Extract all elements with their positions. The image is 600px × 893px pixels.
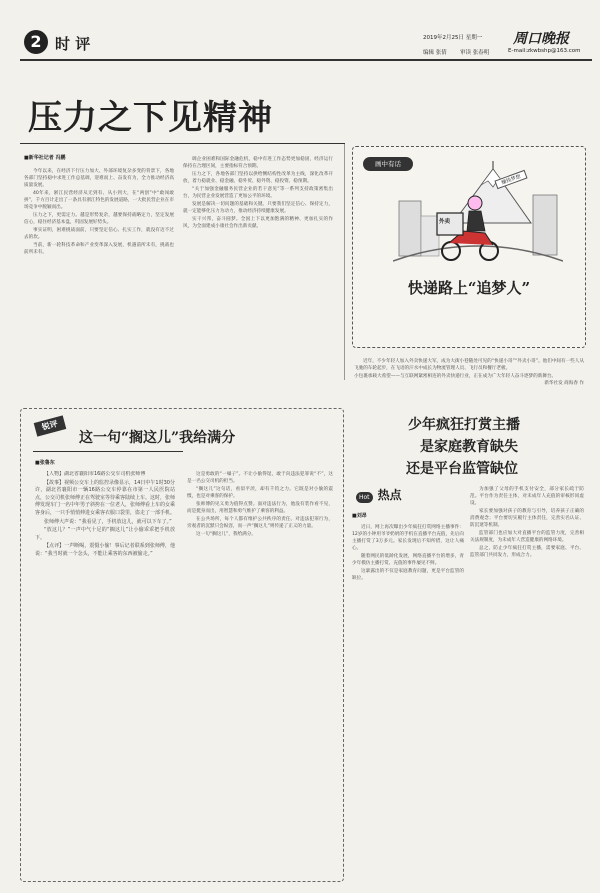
article-two-col2: 这是勇敢的“一嗓子”。不让小偷得逞，敢于向违法犯罪说“不”，这是一名公交司机的担当。 “搁这儿”这句话，看似平淡，却有千钧之力。它既是对小偷的震慑，也是对乘客的保护。 张师傅的见义勇为值得点赞。面对违法行为，他没有装作看不见，而是挺身而出，用智慧和勇气维护了乘客的利益。 在公共场所，每个人都有维护公共秩序的责任。对违法犯罪行为，旁观者的沉默只会纵容，而一声“搁这儿”则传递了正义的力量。 这一句“搁这儿”，我给满分。	[187, 472, 333, 537]
column-divider	[344, 144, 345, 380]
article-three-byline: ■刘昂	[352, 513, 367, 519]
cartoon-credit: 新华社发 商海春 作	[544, 381, 584, 386]
header-rule	[20, 59, 592, 61]
section-name: 时 评	[55, 35, 91, 53]
article-three-title-3: 还是平台监管缺位	[406, 461, 518, 477]
cartoon-body: 近年，不少年轻人加入外卖快递大军，成为大街小巷随处可见的“快递小哥”“外卖小哥”。他们中间有一些人从飞驰的车轮起步，在飞语的汗水中成长为物流管理人员、飞行员和餐厅老板。 小包裹承载大希望——与互联网紧密相连的外卖快递行业，正在成为广大年轻人奋斗逐梦的新舞台。 新华社发 商海春 作	[354, 359, 584, 386]
article-two-col1: 【人物】湖北省襄阳市16路公交车司机张师傅 【故事】视频公交车上的监控录像显示，14日中午1时30分许，湖北省襄阳市一辆16路公交车停靠在市第一人民医院站点，公交司机张师傅正在驾驶室等待乘客陆续上车。这时，张师傅发现车门一名中年男子斜挎在一位老人，张师傅看上车的女乘客身后，一只手悄悄伸进女乘客衣服口袋里，盗走了一部手机。 张师傅大声说：“我看见了，手机放这儿，就可以下车了。” “放这儿？”一声中气十足的“搁这儿”让小偷乖乖把手机放下。 【点评】一声断喝，震慑小偷！事后记者联系到张师傅，他说：“我当时就一个念头，不能让乘客的东西被偷走。”	[35, 471, 175, 557]
header-date: 2019年2月25日 星期一	[423, 35, 483, 41]
article-three-title-2: 是家庭教育缺失	[420, 439, 518, 455]
article-three-title-1: 少年疯狂打赏主播	[408, 417, 520, 433]
article-two-box	[20, 408, 344, 882]
page-header	[0, 0, 600, 78]
hot-badge-label: 热点	[377, 488, 402, 502]
header-editor: 编辑 张倩	[423, 50, 447, 56]
article-two-byline: ■张鲁东	[35, 460, 55, 466]
main-headline: 压力之下见精神	[28, 98, 273, 138]
cartoon-sign-text: 赚钱梦想	[494, 170, 527, 189]
cartoon-illustration	[393, 161, 563, 269]
main-article-col2: 调企业困难和国际金融危机，稳中有进工作态势更加稳固，经济运行保持在合理区间，主要指标符合预期。 压力之下，各地各部门坚持以供给侧结构性改革为主线，深化改革开放，着力稳就业、稳金融、稳外贸、稳外资、稳投资、稳预期。 “关于加强金融服务民营企业的若干意见”等一系列支持政策密集出台，为民营企业发展营造了更加公平的环境。 发展是解决一切问题的基础和关键。只要我们坚定信心、保持定力，就一定能够化压力为动力，推动经济持续健康发展。 实干兴邦，奋斗圆梦。全国上下以更加饱满的精神、更加扎实的作风，为全面建成小康社会作出新贡献。	[183, 157, 333, 229]
headline-rule	[20, 143, 345, 144]
main-article-col1: 今年以来，在经济下行压力加大、外部环境复杂多变的背景下，各地各部门坚持稳中求进工作总基调，迎难而上、奋发有为，全力推动经济高质量发展。 40年来，浙江民营经济从无到有、从小到大，在“两创”中“敢闯敢拼”，千方百计走出了一条具有浙江特色的发展道路，一大批民营企业在市场竞争中脱颖而出。 压力之下，更需定力。越是形势复杂，越要保持战略定力，坚定发展信心，稳住经济基本盘，巩固发展好势头。 事实证明，困难挑战面前，只要坚定信心、扎实工作，就没有迈不过去的坎。 当前，新一轮科技革命和产业变革深入发展，机遇前所未有，挑战也前所未有。	[24, 169, 174, 255]
header-email: E-mail:zkwbshp@163.com	[508, 48, 581, 54]
article-two-tag: 锐评	[34, 415, 67, 436]
hot-badge	[356, 484, 416, 502]
article-three-col2: 为加强了父母的手机支付安全，部分家长疏于防范。平台作为责任主体，对未成年人充值的审核形同虚设。 家长要加强对孩子的教育与引导，培养孩子正确的消费观念；平台要切实履行主体责任，完善实名认证、防沉迷等机制。 监管部门也应加大对直播平台的监管力度，完善相关法规制度，为未成年人营造健康的网络环境。 总之，防止少年疯狂打赏主播，需要家庭、平台、监管部门共同发力，形成合力。	[470, 487, 584, 558]
page-number-badge: 2	[24, 30, 48, 54]
article-two-rule	[33, 451, 183, 452]
cartoon-box	[352, 146, 586, 348]
hot-badge-prefix: Hot	[356, 492, 373, 503]
main-byline: ■新华社记者 冯鹏	[24, 155, 66, 161]
article-two-title: 这一句“搁这儿”我给满分	[79, 430, 236, 446]
article-three-col1: 近日，网上再次曝出少年疯狂打赏网络主播事件：12岁的小钟用爷爷奶奶的手机在直播平台充值，先后向主播打赏了3万多元。家长发现后不知所措，这让人痛心。 随着网民的低龄化发展，网络直播平台的增多，青少年模仿主播打赏、充值的事件屡见不鲜。 这暴露出的不仅是家庭教育问题，更是平台监管的缺位。	[352, 525, 464, 581]
cartoon-tag: 画中有话	[363, 157, 413, 171]
cartoon-title: 快递路上“追梦人”	[407, 279, 531, 297]
header-proof: 审读 张春明	[460, 50, 490, 56]
cartoon-bag-text: 外卖	[439, 219, 451, 225]
masthead-logo: 周口晚报	[513, 31, 569, 47]
